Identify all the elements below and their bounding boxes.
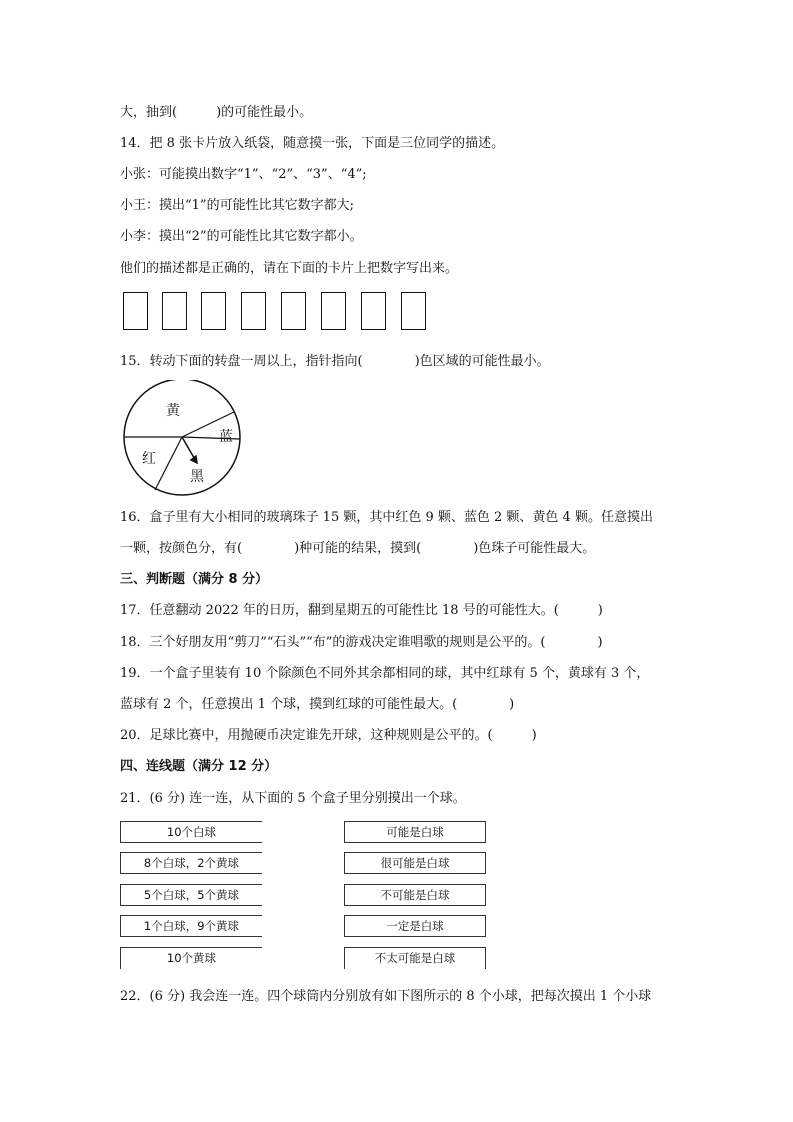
question-16-line1: 16．盒子里有大小相同的玻璃珠子 15 颗，其中红色 9 颗、蓝色 2 颗、黄色 4 颗。任意摸出 [120, 510, 653, 525]
match-right-2[interactable]: 很可能是白球 [344, 852, 486, 874]
card-5[interactable] [281, 292, 306, 330]
match-right-3[interactable]: 不可能是白球 [344, 884, 486, 906]
match-left-4[interactable]: 1个白球，9个黄球 [120, 915, 262, 937]
question-19-line1: 19．一个盒子里装有 10 个除颜色不同外其余都相同的球，其中红球有 5 个，黄球有 3 个， [120, 666, 650, 681]
card-1[interactable] [123, 292, 148, 330]
question-14-xiaoli: 小李：摸出“2”的可能性比其它数字都小。 [120, 229, 363, 244]
card-8[interactable] [401, 292, 426, 330]
question-17: 17．任意翻动 2022 年的日历，翻到星期五的可能性比 18 号的可能性大。( ) [120, 603, 603, 618]
question-21: 21．(6 分) 连一连，从下面的 5 个盒子里分别摸出一个球。 [120, 791, 466, 806]
question-14-xiaowang: 小王：摸出“1”的可能性比其它数字都大; [120, 198, 354, 213]
match-right-5[interactable]: 不太可能是白球 [344, 947, 486, 969]
card-3[interactable] [201, 292, 226, 330]
question-14-instruction: 他们的描述都是正确的，请在下面的卡片上把数字写出来。 [120, 261, 459, 276]
card-4[interactable] [241, 292, 266, 330]
card-7[interactable] [361, 292, 386, 330]
match-right-1[interactable]: 可能是白球 [344, 821, 486, 843]
section-4-heading: 四、连线题（满分 12 分） [120, 759, 278, 774]
card-6[interactable] [321, 292, 346, 330]
match-right-4[interactable]: 一定是白球 [344, 915, 486, 937]
question-15: 15．转动下面的转盘一周以上，指针指向( )色区域的可能性最小。 [120, 354, 550, 369]
spinner-label-black: 黑 [190, 469, 204, 485]
question-18: 18．三个好朋友用“剪刀”“石头”“布”的游戏决定谁唱歌的规则是公平的。( ) [120, 635, 603, 650]
spinner-label-red: 红 [142, 451, 156, 467]
question-16-line2: 一颗，按颜色分，有( )种可能的结果，摸到( )色珠子可能性最大。 [120, 541, 596, 556]
question-19-line2: 蓝球有 2 个，任意摸出 1 个球，摸到红球的可能性最大。( ) [120, 697, 515, 712]
section-3-heading: 三、判断题（满分 8 分） [120, 572, 269, 587]
match-left-2[interactable]: 8个白球，2个黄球 [120, 852, 262, 874]
card-2[interactable] [162, 292, 187, 330]
question-22: 22．(6 分) 我会连一连。四个球筒内分别放有如下图所示的 8 个小球，把每次摸出 1 个小球 [120, 989, 652, 1004]
question-14-xiaozhang: 小张：可能摸出数字“1”、“2”、“3”、“4”; [120, 167, 367, 182]
question-14: 14．把 8 张卡片放入纸袋，随意摸一张，下面是三位同学的描述。 [120, 136, 505, 151]
spinner-diagram [118, 380, 248, 500]
question-20: 20．足球比赛中，用抛硬币决定谁先开球，这种规则是公平的。( ) [120, 728, 537, 743]
spinner-label-yellow: 黄 [166, 403, 180, 419]
match-left-1[interactable]: 10个白球 [120, 821, 262, 843]
text-line-0: 大，抽到( )的可能性最小。 [120, 105, 313, 120]
spinner-label-blue: 蓝 [219, 429, 233, 445]
match-left-3[interactable]: 5个白球，5个黄球 [120, 884, 262, 906]
match-left-5[interactable]: 10个黄球 [120, 947, 262, 969]
